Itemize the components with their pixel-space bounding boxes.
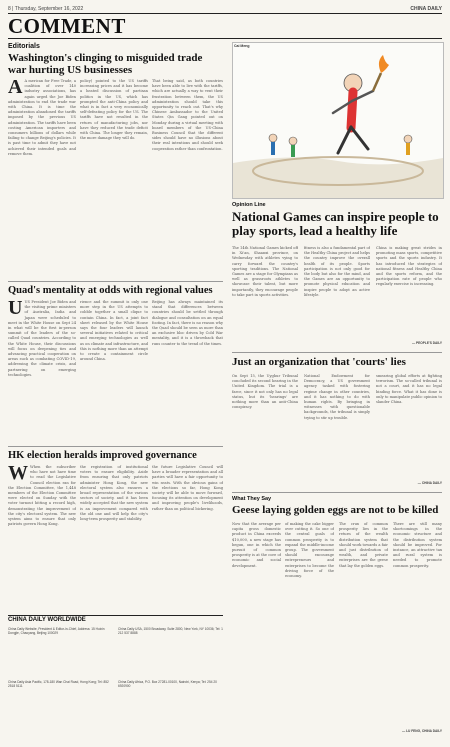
what-they-say-col1: Now that the average per capita gross domestic product in China exceeds $10,000, a new stage has begun, one in which the pursuit of common prosperity is at the core of economic and social development. bbox=[232, 522, 281, 568]
organization-headline: Just an organization that 'courts' lies bbox=[232, 356, 406, 368]
footer-block-3: China Daily Asia Pacific, 178-180 Wan Chai Road, Hong Kong; Tel: 852 2518 5111 bbox=[8, 680, 109, 689]
opinion-headline: National Games can inspire people to play sports, lead a healthy life bbox=[232, 209, 439, 238]
second-editorial-headline: Quad's mentality at odds with regional values bbox=[8, 285, 213, 296]
what-they-say-signature: — LU FENG, CHINA DAILY bbox=[402, 729, 442, 733]
organization-col1: On Sept 15, the Uyghur Tribunal concluded its second hearing in the United Kingdom. The trial is a farce, since it not only has no legal status, but its 'hearings' are nothing more than an anti-China conspiracy. bbox=[232, 374, 298, 410]
footer-block-4: China Daily Africa, P.O. Box 27281-00100, Nairobi, Kenya; Tel: 254 20 6920900 bbox=[118, 680, 217, 689]
organization-col3: smearing global efforts at fighting terrorism. The so-called tribunal is not a court, and it has no legal binding force. What it has done is only to manipulate public opinion to slander China. bbox=[376, 374, 442, 405]
dropcap: A bbox=[8, 79, 23, 98]
second-editorial-col3: Beijing has always maintained its stand that differences between countries should be settled through dialogue and consultation on an equal footing. In fact, there is no reason why the Quad should be seen as more than an exclusive bloc driven by Cold War mentality, and it is a throwback that runs counter to the trend of the times. bbox=[152, 300, 223, 346]
opinion-col3: China is making great strides in promoting mass sports, competitive sports and the sports industry. It has introduced the strategies of national fitness and Healthy China and the sports reform, and the participation rate of people who regularly exercise is increasing. bbox=[376, 246, 442, 287]
what-they-say-col3: The crux of common prosperity lies in the return of the wealth distribution system that should work towards a fair and just distribution of wealth, and private enterprises are the geese that lay the golden eggs. bbox=[339, 522, 388, 568]
lead-editorial-col1: A A merican for Free Trade, a coalition of over 140 industry associations, has again urged the Joe Biden administration to end the trade war with China. It is time the administration abandoned the tariffs imposed by the previous US administration. The tariffs have been costing American importers and consumers billions of dollars while failing to change Beijing's policies. It is past time to admit they have not achieved their intended goals and remove them. bbox=[8, 79, 76, 156]
what-they-say-headline: Geese laying golden eggs are not to be killed bbox=[232, 504, 439, 516]
cartoon-illustration bbox=[233, 43, 443, 198]
lead-editorial-col3: That being said, as both countries have been able to live with the tariffs, which are actually a way to vent their frustration between them, the US administration should take this opportunity to reach out. That's why Chinese Ambassador to the United States Qin Gang pointed out on Monday during a virtual meeting with board members of the US-China Business Council that the different sides should have no illusions about their real intentions and should seek cooperation rather than confrontation. bbox=[152, 79, 223, 151]
section-masthead: COMMENT bbox=[8, 14, 126, 38]
third-editorial-col3: the future Legislative Council will have a broader representation and all parties will have a fair opportunity to win seats. With the obvious gains of the elections so far, Hong Kong society will be able to move forward, focusing its attention on development and improving people's livelihoods, rather than on political bickering. bbox=[152, 465, 223, 511]
third-editorial-col1: W When the subscriber who have not have time to read the Legislative Council election ran for the Election Committee, the 1,448 members of the Election Committee were elected on Sunday with the voter turnout hitting a record high, demonstrating the improvement of the city's electoral system. The new system aims to ensure that only patriots govern Hong Kong. bbox=[8, 465, 76, 527]
dropcap: W bbox=[8, 465, 28, 484]
what-they-say-col2: of making the cake bigger over cutting it. So one of the central goals of common prosperity is to expand the middle-income group. The government should encourage entrepreneurs and enterprises to become the driving force of the economy. bbox=[285, 522, 334, 579]
masthead-rule bbox=[8, 38, 442, 39]
lead-editorial-headline: Washington's clinging to misguided trade war hurting US businesses bbox=[8, 52, 203, 76]
dropcap: U bbox=[8, 300, 23, 319]
opinion-divider bbox=[232, 352, 442, 353]
lead-editorial-col2: policy) pointed to the US tariffs increasing prices and it has become a heated discussion of partisan politics in the US, which has prompted the anti-China policy and what is in fact a very economically self-defeating policy for the US. The tariffs have not resulted in the return of manufacturing jobs, nor have they reduced the trade deficit with China. The longer they remain, the more damage they will do. bbox=[80, 79, 148, 141]
opinion-signature: — PEOPLE'S DAILY bbox=[411, 341, 442, 345]
second-editorial-col1: UUS President Joe Biden and the visiting prime ministers of Australia, India and Japan were scheduled to meet in the White House on Sept 24 in what will be the first in-person summit of the leaders of the so-called Quad countries. According to the White House, their discussions will focus on deepening ties and advancing practical cooperation on areas such as combating COVID-19, addressing the climate crisis, and partnering on emerging technologies. bbox=[8, 300, 76, 377]
editorial-cartoon bbox=[232, 42, 444, 199]
editorial-divider-2 bbox=[8, 446, 223, 447]
page-date: 8 | Thursday, September 16, 2022 bbox=[8, 6, 84, 12]
paper-name: CHINA DAILY bbox=[410, 6, 442, 12]
footer-title: CHINA DAILY WORLDWIDE bbox=[8, 617, 86, 623]
organization-signature: — CHINA DAILY bbox=[417, 481, 442, 485]
organization-col2: National Endowment for Democracy, a US government agency tasked with fostering regime change in other countries, and it has nothing to do with human rights. By bringing in witnesses with questionable backgrounds, the tribunal is simply trying to stir up trouble. bbox=[304, 374, 370, 420]
footer-block-2: China Daily USA, 1500 Broadway, Suite 2800, New York, NY 10036; Tel: 1 212 537 8888 bbox=[118, 627, 223, 636]
what-they-say-label: What They Say bbox=[232, 496, 272, 502]
opinion-col1: The 14th National Games kicked off in Xi'an, Shaanxi province, on Wednesday with athletes vying to carry forward the country's sporting traditions. The National Games are a stage for Olympians as well as grassroots athletes to showcase their talent, but more importantly, they encourage people to take part in sports activities. bbox=[232, 246, 298, 297]
footer-rule bbox=[8, 615, 223, 616]
second-editorial-col2: rience and the summit is only one more step in the US attempts to cobble together a small clique to contain China. In fact, a joint fact sheet released by the White House says the four leaders will launch several initiatives related to critical and emerging technologies as well as on climate and infrastructure, and this is nothing more than an attempt to create a containment circle around China. bbox=[80, 300, 148, 362]
opinion-label: Opinion Line bbox=[232, 202, 266, 208]
footer-block-1: China Daily Website, President & Editor-in-Chief, Address: 15 Huixin Dongjie, Chaoyang, Beijing 100029 bbox=[8, 627, 105, 636]
editorial-divider-1 bbox=[8, 281, 223, 282]
opinion-col2: fitness is also a fundamental part of the Healthy China project and helps the country improve the overall health of its people. Sports participation is not only good for the body but also for the mind, and the Games are an opportunity to promote physical education and inspire people to adopt an active lifestyle. bbox=[304, 246, 370, 297]
what-they-say-col4: There are still many shortcomings in the economic structure and the distribution system should be improved. For instance, an attractive tax and rural system is needed to promote common prosperity. bbox=[393, 522, 442, 568]
editorials-label: Editorials bbox=[8, 43, 40, 50]
third-editorial-col2: the registration of institutional voters to ensure eligibility. Aside from ensuring that only patriots administer Hong Kong, the new electoral system also ensures a broad representation of the various sectors of society, and it has been widely accepted that the new system is an improvement compared with the old one and will help the city's long-term prosperity and stability. bbox=[80, 465, 148, 522]
third-editorial-headline: HK election heralds improved governance bbox=[8, 450, 197, 461]
organization-divider bbox=[232, 492, 442, 493]
cartoon-credit: Cai Meng bbox=[234, 44, 250, 48]
